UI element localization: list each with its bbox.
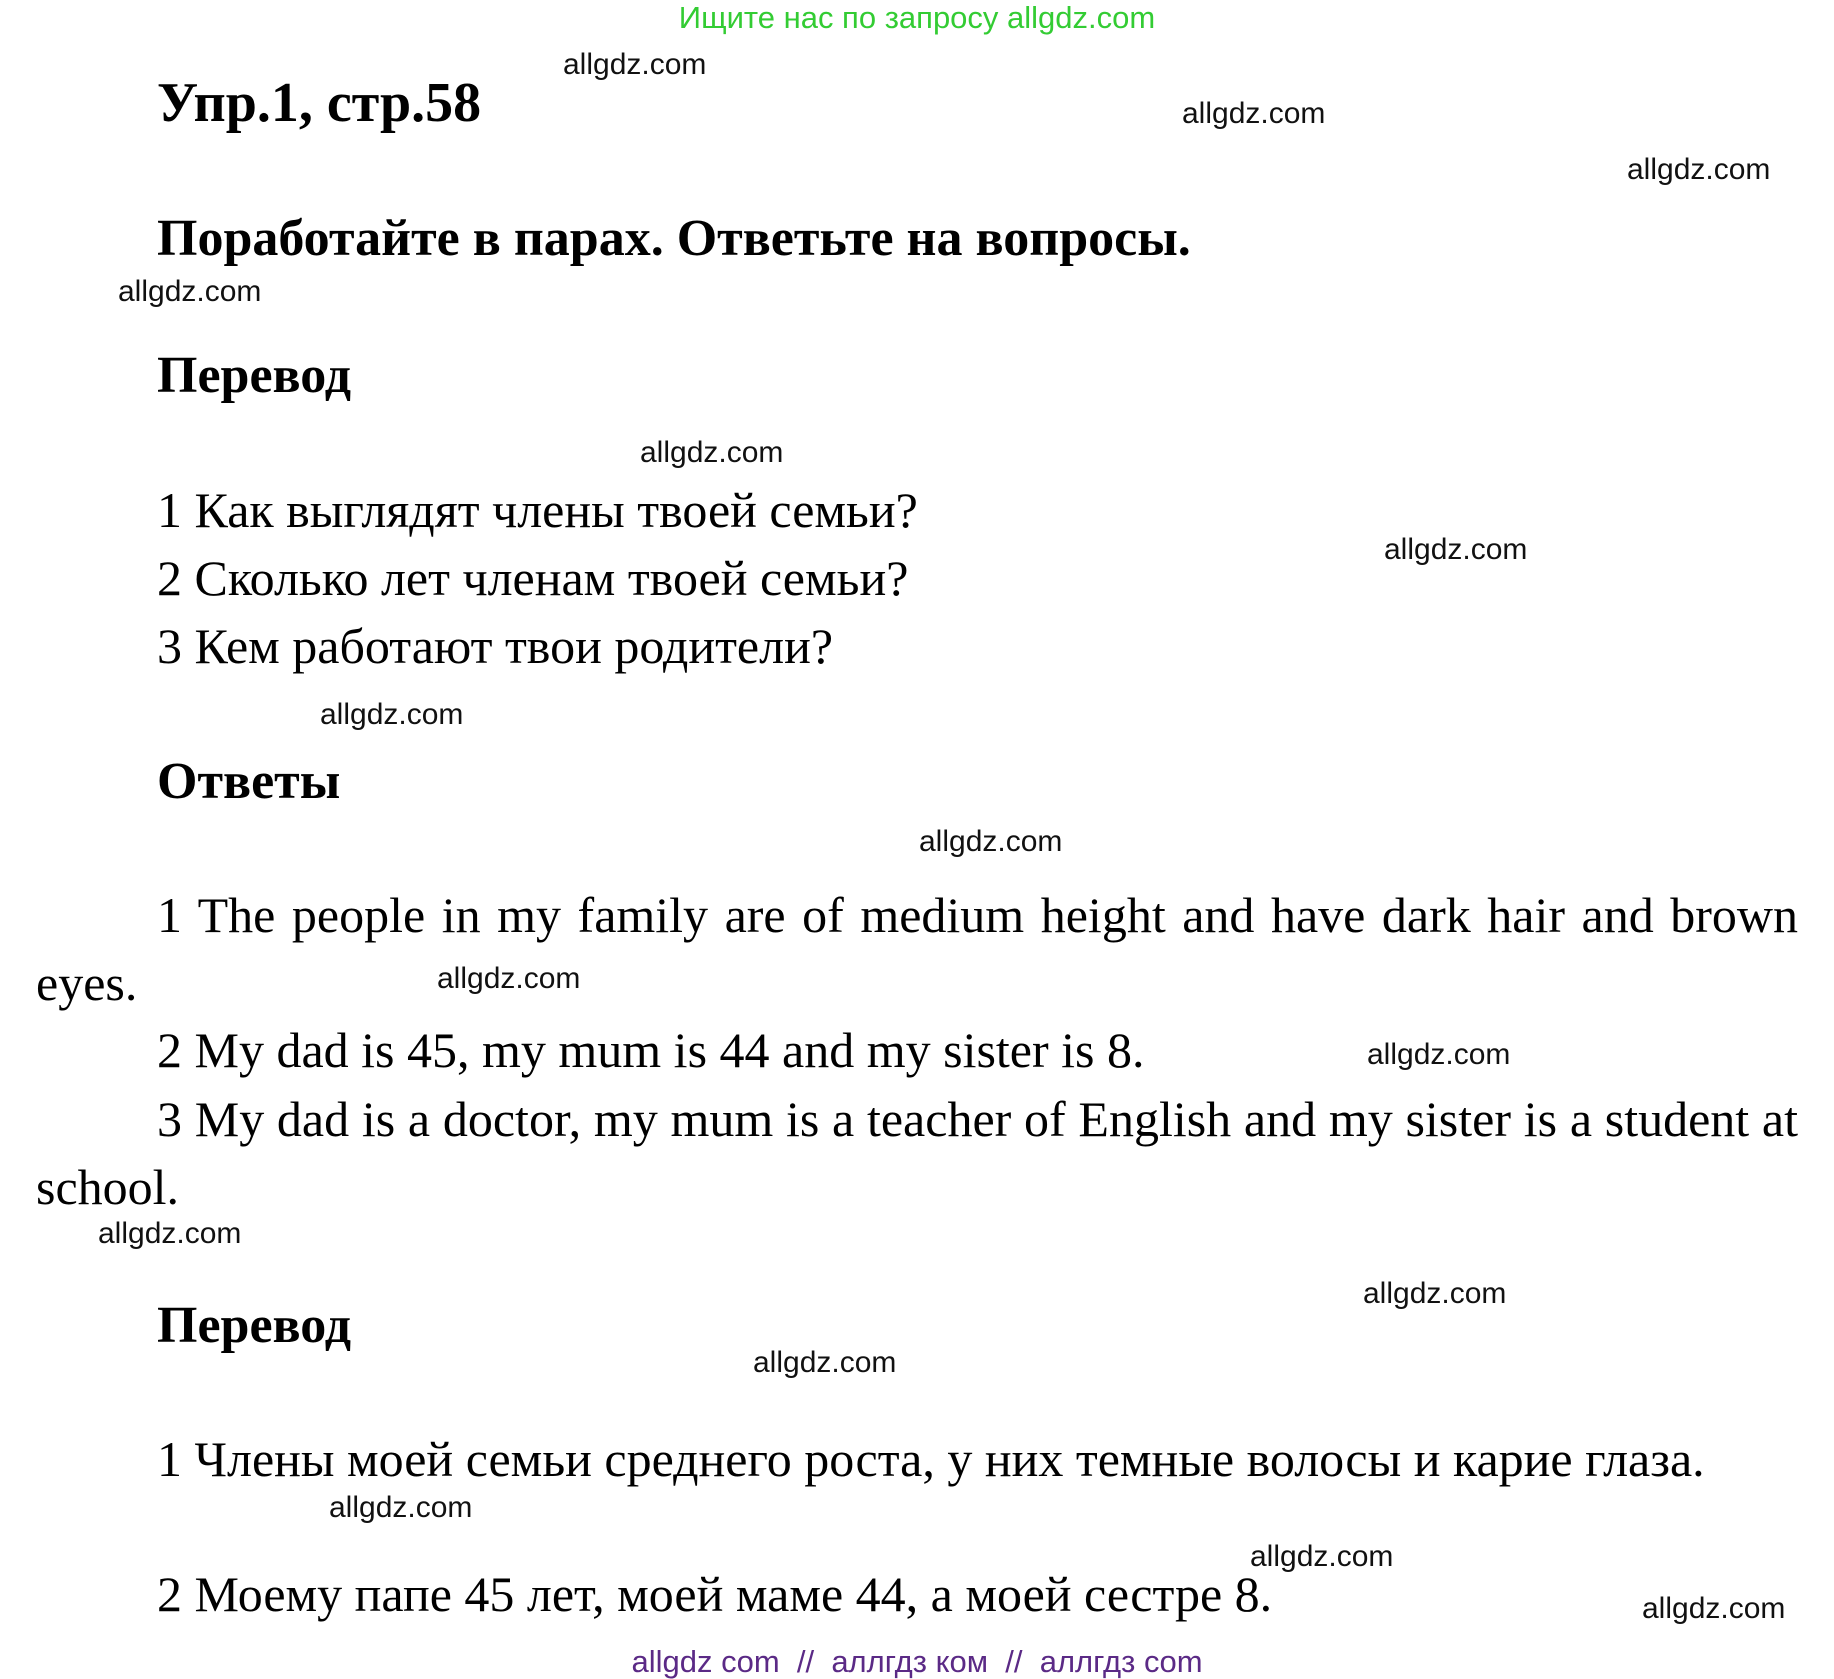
translation-answer-1: 1 Члены моей семьи среднего роста, у них темные волосы и карие глаза. [157,1431,1705,1487]
answers-heading: Ответы [157,753,341,810]
question-1: 1 Как выглядят члены твоей семьи? [157,482,918,538]
watermark: allgdz.com [329,1491,473,1524]
watermark: allgdz.com [640,436,784,469]
watermark: allgdz.com [563,48,707,81]
answer-2: 2 My dad is 45, my mum is 44 and my sister is 8. [157,1022,1145,1078]
translation-heading-2: Перевод [157,1297,352,1354]
watermark: allgdz.com [1384,533,1528,566]
page-title: Упр.1, стр.58 [157,72,482,134]
footer-links: allgdz com // аллгдз ком // аллгдз com [631,1644,1203,1679]
watermark: allgdz.com [320,698,464,731]
watermark: allgdz.com [753,1346,897,1379]
answer-3: 3 My dad is a doctor, my mum is a teacher of English and my sister is a student at school. [36,1091,1798,1215]
watermark: allgdz.com [1627,153,1771,186]
exercise-instruction: Поработайте в парах. Ответьте на вопросы. [157,210,1191,267]
watermark: allgdz.com [1182,97,1326,130]
watermark: allgdz.com [919,825,1063,858]
question-3: 3 Кем работают твои родители? [157,618,834,674]
watermark: allgdz.com [1642,1592,1786,1625]
watermark: allgdz.com [1363,1277,1507,1310]
answer-1: 1 The people in my family are of medium height and have dark hair and brown eyes. [36,887,1798,1011]
watermark: allgdz.com [1367,1038,1511,1071]
watermark: allgdz.com [1250,1540,1394,1573]
question-2: 2 Сколько лет членам твоей семьи? [157,550,909,606]
translation-answer-2: 2 Моему папе 45 лет, моей маме 44, а моей сестре 8. [157,1566,1273,1622]
top-banner: Ищите нас по запросу allgdz.com [678,0,1156,35]
watermark: allgdz.com [437,962,581,995]
translation-heading-1: Перевод [157,347,352,404]
watermark: allgdz.com [118,275,262,308]
watermark: allgdz.com [98,1217,242,1250]
